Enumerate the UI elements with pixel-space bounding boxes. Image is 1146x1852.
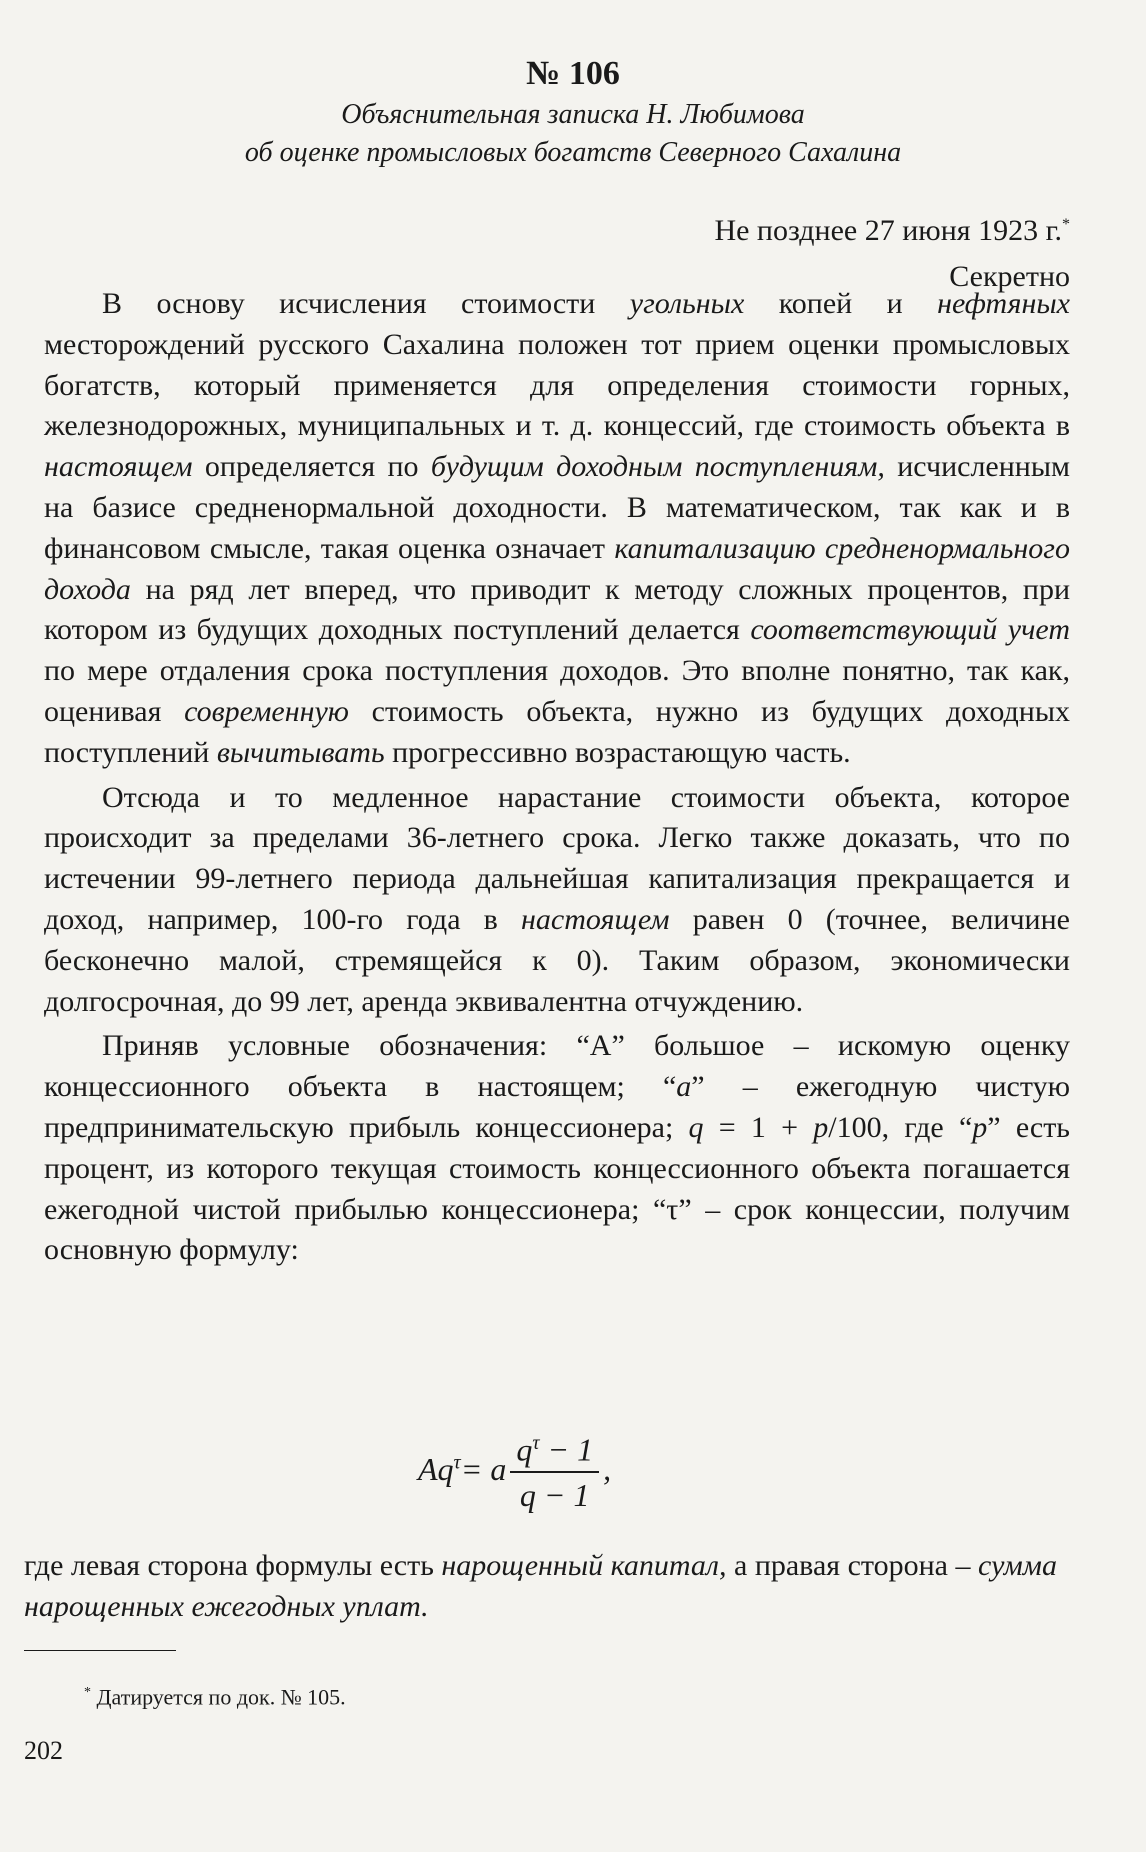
emphasis: настоящем (44, 450, 193, 484)
footnote (84, 1678, 346, 1712)
text-run: Отсюда и то медленное нарастание стоимости объекта, которое происходит за пределами 36-летнего срока. Легко также доказать, что по истечении 99-летнего периода дальнейшая капитализация прекращается и доход, например, 100-го года в (44, 780, 1070, 936)
text-run: а правая сторона – (726, 1549, 978, 1582)
emphasis: вычитывать (216, 735, 385, 769)
text-run: определяется по (192, 450, 431, 484)
emphasis: сумма нарощенных ежегодных уплат. (24, 1549, 1057, 1623)
emphasis: капитализацию средненормального дохода (44, 531, 1070, 606)
numerator-base: q (516, 1431, 533, 1468)
paragraph-1 (44, 284, 1070, 774)
text-run: ” есть процент, из которого текущая стоимость концессионного объекта погашается ежегодной чистой прибылью концессионера; “τ” – срок концессии, получим основную формулу: (44, 1110, 1070, 1267)
text-run: где левая сторона формулы есть (24, 1549, 442, 1582)
date-footnote-mark: * (1062, 216, 1070, 233)
text-run: В основу исчисления стоимости (102, 287, 630, 320)
text-run: прогрессивно возрастающую часть. (384, 735, 851, 769)
emphasis: нарощенный капитал, (441, 1549, 727, 1582)
emphasis: a (676, 1070, 692, 1104)
document-date: Не позднее 27 июня 1923 г. (714, 214, 1062, 247)
emphasis: соответствующий учет (750, 613, 1070, 647)
paragraph-3 (44, 1026, 1070, 1271)
text-run: по мере отдаления срока поступления доходов. Это вполне понятно, так как, оценивая (44, 654, 1070, 728)
emphasis: q (688, 1110, 704, 1144)
document-body (44, 284, 1070, 1271)
text-run: стоимость объекта, нужно из будущих доходных поступлений (44, 694, 1070, 769)
text-run: месторождений русского Сахалина положен тот прием оценки промысловых богатств, который применяется для определения стоимости горных, железнодорожных, муниципальных и т. д. концессий, где стоимость объекта в (44, 327, 1070, 443)
formula-numerator (510, 1424, 599, 1473)
text-run: равен 0 (точнее, величине бесконечно малой, стремящейся к 0). Таким образом, экономически долгосрочная, до 99 лет, аренда эквивалентна отчуждению. (44, 902, 1070, 1018)
emphasis: p (972, 1110, 988, 1144)
document-header (0, 52, 1146, 172)
numerator-exponent: τ (532, 1432, 540, 1454)
formula-lhs-base: Aq (418, 1450, 454, 1487)
footnote-mark: * (84, 1685, 91, 1700)
text-run: ” – ежегодную чистую предпринимательскую прибыль концессионера; (44, 1070, 1070, 1144)
numerator-tail: − 1 (539, 1431, 594, 1468)
document-title-line-2: об оценке промысловых богатств Северного Сахалина (244, 137, 902, 168)
text-run: копей и (744, 287, 938, 320)
document-date-line (714, 202, 1070, 254)
formula-fraction (510, 1424, 599, 1515)
document-number: № 106 (526, 55, 620, 92)
document-title-line-1: Объяснительная записка Н. Любимова (341, 99, 805, 130)
text-run: Приняв условные обозначения: “А” большое – искомую оценку концессионного объекта в настоящем; “ (44, 1029, 1070, 1104)
text-run: = 1 + (703, 1110, 814, 1144)
text-run: /100, где “ (828, 1110, 973, 1144)
emphasis: настоящем (521, 902, 670, 936)
formula-denominator: q − 1 (519, 1476, 590, 1513)
text-run: исчисленным на базисе средненормальной доходности. В математическом, так как и в финансовом смысле, такая оценка означает (44, 450, 1070, 565)
footnote-text: Датируется по док. № 105. (91, 1684, 346, 1710)
formula-equals-coefficient: = a (460, 1450, 507, 1487)
formula-explanation (24, 1546, 1070, 1628)
text-run: на ряд лет вперед, что приводит к методу сложных процентов, при котором из будущих доходных поступлений делается (44, 572, 1070, 647)
emphasis: будущим доходным поступлениям, (430, 450, 885, 484)
paragraph-2 (44, 778, 1070, 1023)
formula-lhs (418, 1451, 461, 1488)
classification-label: Секретно (949, 260, 1070, 293)
page-number: 202 (24, 1736, 63, 1765)
footnote-divider (24, 1650, 176, 1651)
formula-trailing-comma: , (603, 1450, 612, 1487)
main-formula (418, 1424, 611, 1515)
emphasis: нефтяных (937, 287, 1070, 320)
emphasis: p (813, 1110, 829, 1144)
emphasis: современную (184, 694, 349, 728)
emphasis: угольных (629, 287, 745, 320)
formula-lhs-exponent: τ (453, 1451, 461, 1474)
